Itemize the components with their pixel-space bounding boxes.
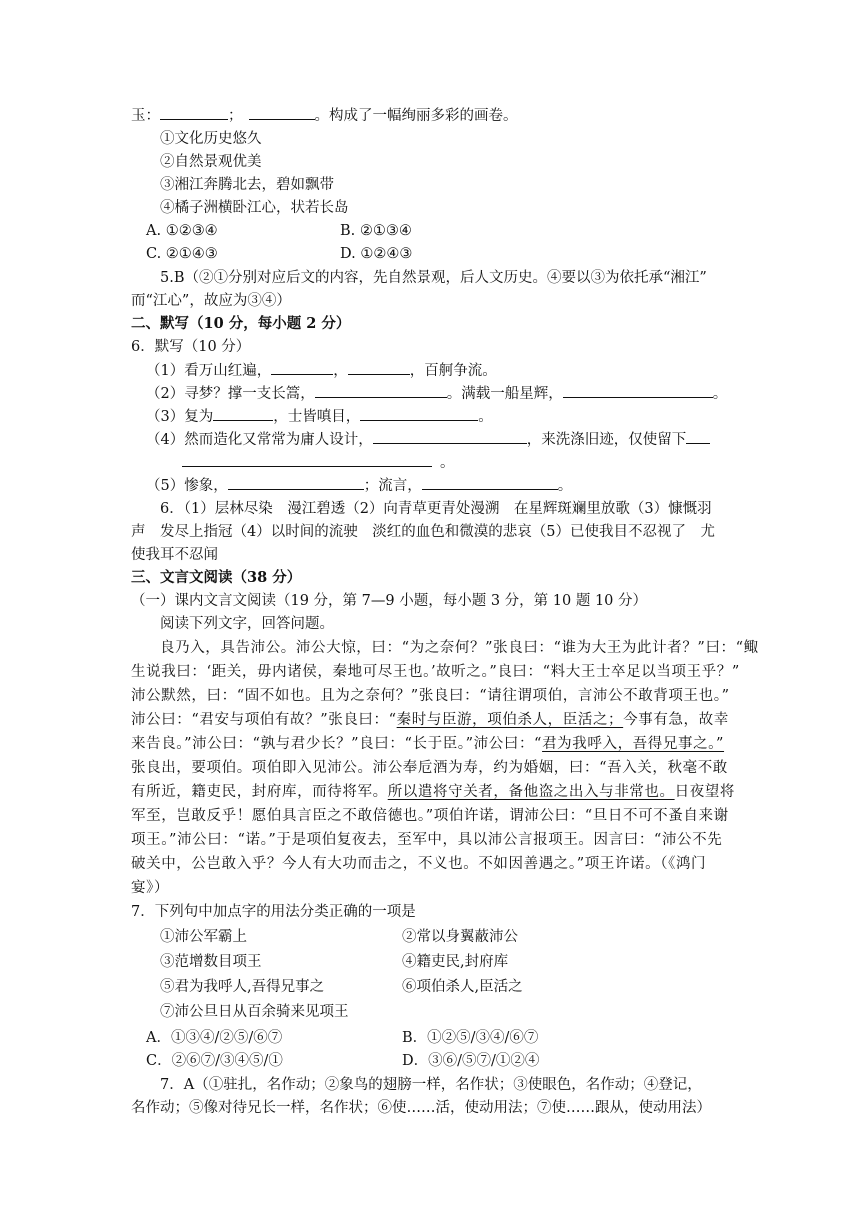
q7-item-7: ⑦沛公旦日从百余骑来见项王 bbox=[160, 1004, 349, 1020]
q6-blank-2b[interactable] bbox=[563, 382, 713, 398]
q7-item-3: ③范增数目项王 bbox=[160, 954, 262, 970]
q4-prefix: 玉： bbox=[131, 108, 160, 124]
passage-line-7: 有所近，籍吏民，封府库，而待将军。所以遣将守关者，备他盗之出入与非常也。日夜望将 bbox=[131, 784, 736, 800]
passage-line-1: 良乃入，具告沛公。沛公大惊，曰：“为之奈何？”张良曰：“谁为大王为此计者？”曰：“鲰 bbox=[160, 640, 759, 656]
q6-line-4-cont: 。 bbox=[182, 451, 455, 474]
q7-stem: 7．下列句中加点字的用法分类正确的一项是 bbox=[131, 904, 416, 920]
passage-line-10: 破关中，公岂敢入乎？今人有大功而击之，不义也。不如因善遇之。”项王许诺。（《鸿门 bbox=[131, 856, 707, 872]
q4-item-2: ②自然景观优美 bbox=[160, 154, 262, 170]
passage-line-3: 沛公默然，曰：“固不如也。且为之奈何？”张良曰：“请往谓项伯，言沛公不敢背项王也。” bbox=[131, 688, 730, 704]
q4-blank-1[interactable] bbox=[160, 104, 228, 120]
underlined-sentence-3: 所以遣将守关者，备他盗之出入与非常也。 bbox=[387, 784, 675, 800]
q6-blank-1a[interactable] bbox=[271, 359, 333, 375]
q6-blank-4b[interactable] bbox=[686, 428, 710, 444]
q6-blank-4c[interactable] bbox=[182, 451, 432, 467]
q4-option-b: B. ②①③④ bbox=[340, 223, 412, 239]
q6-line-2: （2）寻梦？撑一支长篙， 。满载一船星辉， 。 bbox=[146, 382, 727, 405]
passage-line-8: 军至，岂敢反乎！愿伯具言臣之不敢倍德也。”项伯许诺，谓沛公曰：“旦日不可不蚤自来谢 bbox=[131, 808, 729, 824]
q7-item-5: ⑤君为我呼人,吾得兄事之 bbox=[160, 979, 325, 995]
q6-blank-3a[interactable] bbox=[213, 405, 273, 421]
q6-blank-1b[interactable] bbox=[348, 359, 410, 375]
q7-answer-line-2: 名作动；⑤像对待兄长一样，名作状；⑥使……活，使动用法；⑦使……跟从，使动用法） bbox=[131, 1100, 711, 1116]
q6-blank-5a[interactable] bbox=[228, 474, 364, 490]
passage-line-9: 项王。”沛公曰：“诺。”于是项伯复夜去，至军中，具以沛公言报项王。因言曰：“沛公不先 bbox=[131, 832, 723, 848]
q4-item-4: ④橘子洲横卧江心，状若长岛 bbox=[160, 200, 349, 216]
section-2-heading: 二、默写（10 分，每小题 2 分） bbox=[131, 315, 351, 332]
passage-line-11: 宴》） bbox=[131, 880, 170, 896]
q4-blank-2[interactable] bbox=[249, 104, 315, 120]
reading-instruction: 阅读下列文字，回答问题。 bbox=[160, 616, 334, 632]
q7-option-c: C．②⑥⑦/③④⑤/① bbox=[146, 1053, 283, 1069]
q7-option-b: B．①②⑤/③④/⑥⑦ bbox=[402, 1030, 539, 1046]
q6-blank-3b[interactable] bbox=[360, 405, 478, 421]
q6-blank-4a[interactable] bbox=[373, 428, 527, 444]
section-3-sub1: （一）课内文言文阅读（19 分，第 7—9 小题，每小题 3 分，第 10 题 10 分） bbox=[131, 593, 648, 609]
q4-item-1: ①文化历史悠久 bbox=[160, 131, 262, 147]
q4-suffix: 。构成了一幅绚丽多彩的画卷。 bbox=[314, 108, 518, 124]
q7-option-d: D．③⑥/⑤⑦/①②④ bbox=[402, 1053, 540, 1069]
passage-line-4: 沛公曰：“君安与项伯有故？”张良曰：“秦时与臣游，项伯杀人，臣活之；今事有急，故幸 bbox=[131, 712, 729, 728]
passage-line-5: 来告良。”沛公曰：“孰与君少长？”良曰：“长于臣。”沛公曰：“君为我呼入，吾得兄事之。” bbox=[131, 736, 725, 752]
q7-item-2: ②常以身翼蔽沛公 bbox=[402, 929, 518, 945]
q6-answer-line-2: 声 发尽上指冠（4）以时间的流驶 淡红的血色和微漠的悲哀（5）已使我目不忍视了 尤 bbox=[131, 524, 715, 540]
q6-answer-line-1: 6．（1）层林尽染 漫江碧透（2）向青草更青处漫溯 在星辉斑斓里放歌（3）慷慨羽 bbox=[160, 501, 712, 517]
q6-blank-5b[interactable] bbox=[422, 474, 558, 490]
q7-item-1: ①沛公军霸上 bbox=[160, 929, 247, 945]
q4-option-a: A. ①②③④ bbox=[146, 223, 218, 239]
q6-line-5: （5）惨象， ；流言， 。 bbox=[146, 474, 572, 497]
passage-line-2: 生说我曰：‘距关，毋内诸侯，秦地可尽王也。’故听之。”良曰：“料大王士卒足以当项王乎？” bbox=[131, 664, 740, 680]
q4-option-c: C. ②①④③ bbox=[146, 246, 218, 262]
q6-title: 6．默写（10 分） bbox=[131, 339, 251, 355]
q4-item-3: ③湘江奔腾北去，碧如飘带 bbox=[160, 177, 334, 193]
q7-answer-line-1: 7．A（①驻扎，名作动；②象鸟的翅膀一样，名作状；③使眼色，名作动；④登记， bbox=[160, 1077, 702, 1093]
section-3-heading: 三、文言文阅读（38 分） bbox=[131, 569, 302, 586]
passage-line-6: 张良出，要项伯。项伯即入见沛公。沛公奉卮酒为寿，约为婚姻，曰：“吾入关，秋毫不敢 bbox=[131, 760, 728, 776]
q4-separator: ； bbox=[228, 108, 243, 124]
q7-item-4: ④籍吏民,封府库 bbox=[402, 954, 509, 970]
q5-answer-line-1: 5.B（②①分别对应后文的内容，先自然景观，后人文历史。④要以③为依托承“湘江” bbox=[160, 270, 707, 286]
underlined-sentence-1: 秦时与臣游，项伯杀人，臣活之； bbox=[396, 712, 624, 728]
q6-line-3: （3）复为 ，士皆嗔目， 。 bbox=[146, 405, 493, 428]
q4-option-d: D. ①②④③ bbox=[340, 246, 413, 262]
q6-blank-2a[interactable] bbox=[315, 382, 447, 398]
q7-option-a: A．①③④/②⑤/⑥⑦ bbox=[146, 1030, 283, 1046]
q4-tail-line bbox=[131, 104, 518, 127]
q7-item-6: ⑥项伯杀人,臣活之 bbox=[402, 979, 523, 995]
q6-answer-line-3: 使我耳不忍闻 bbox=[131, 547, 218, 563]
q5-answer-line-2: 而“江心”，故应为③④） bbox=[131, 293, 291, 309]
q6-line-1: （1）看万山红遍， ， ，百舸争流。 bbox=[146, 359, 497, 382]
q6-line-4: （4）然而造化又常常为庸人设计， ，来洗涤旧迹，仅使留下 bbox=[146, 428, 710, 451]
underlined-sentence-2: 君为我呼入，吾得兄事之。” bbox=[542, 736, 725, 752]
